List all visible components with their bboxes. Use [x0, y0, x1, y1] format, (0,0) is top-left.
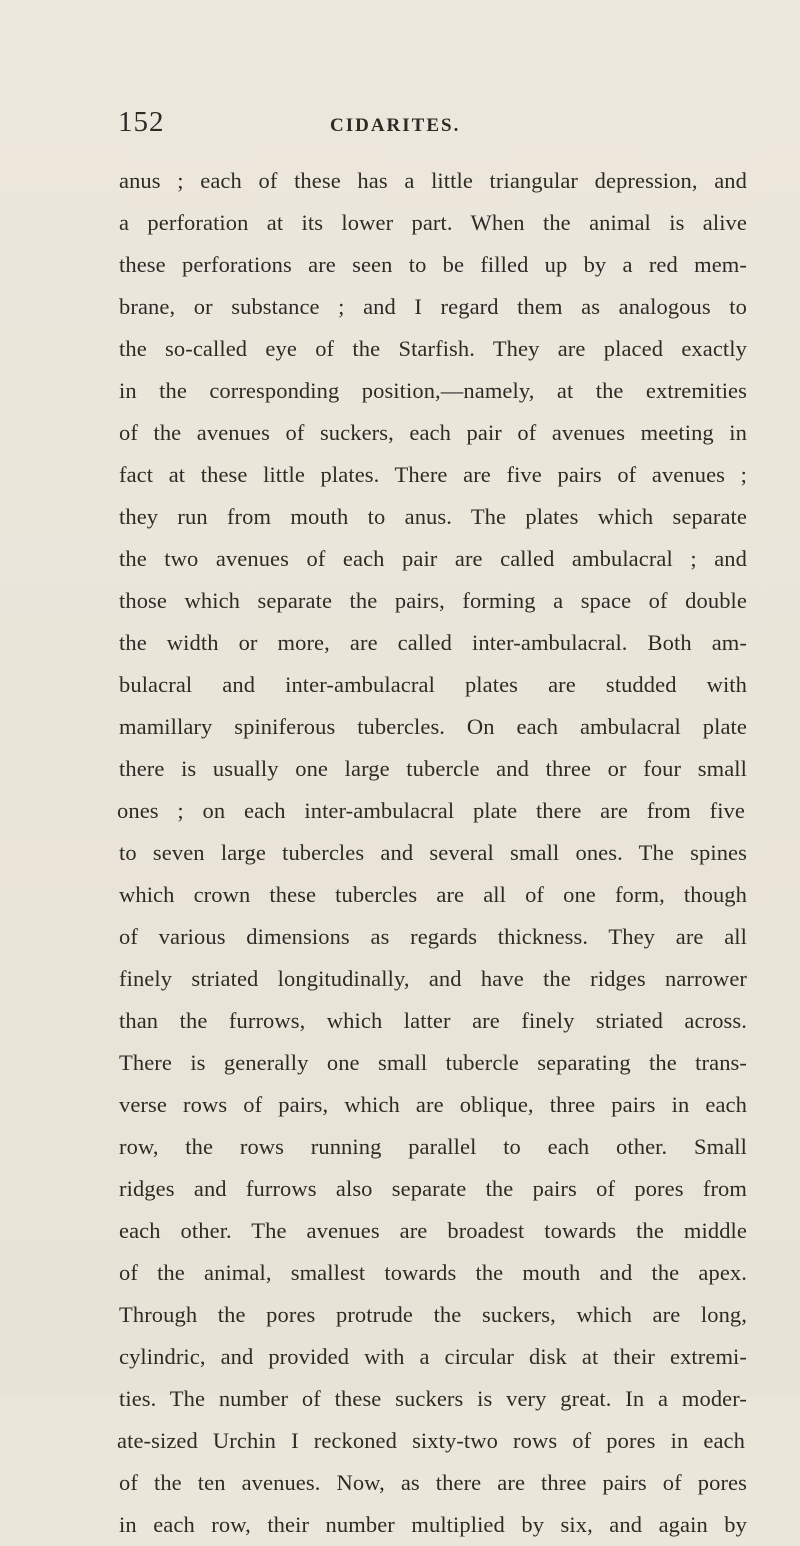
text-line: in each row, their number multiplied by six, and again by [119, 1512, 747, 1537]
page-header [118, 104, 758, 144]
text-line: There is generally one small tubercle separating the trans- [119, 1050, 747, 1075]
text-line: ate-sized Urchin I reckoned sixty-two rows of pores in each [117, 1428, 745, 1453]
text-line: verse rows of pairs, which are oblique, three pairs in each [119, 1092, 747, 1117]
text-line: the so-called eye of the Starfish. They are placed exactly [119, 336, 747, 361]
text-line: which crown these tubercles are all of one form, though [119, 882, 747, 907]
text-line: of various dimensions as regards thickness. They are all [119, 924, 747, 949]
text-line: ties. The number of these suckers is very great. In a moder- [119, 1386, 747, 1411]
text-line: brane, or substance ; and I regard them as analogous to [119, 294, 747, 319]
text-line: Through the pores protrude the suckers, which are long, [119, 1302, 747, 1327]
text-line: the two avenues of each pair are called ambulacral ; and [119, 546, 747, 571]
running-head: CIDARITES. [330, 115, 461, 136]
text-line: finely striated longitudinally, and have the ridges narrower [119, 966, 747, 991]
text-line: of the avenues of suckers, each pair of avenues meeting in [119, 420, 747, 445]
text-line: they run from mouth to anus. The plates which separate [119, 504, 747, 529]
text-line: the width or more, are called inter-ambulacral. Both am- [119, 630, 747, 655]
text-line: there is usually one large tubercle and three or four small [119, 756, 747, 781]
text-line: each other. The avenues are broadest towards the middle [119, 1218, 747, 1243]
text-line: of the animal, smallest towards the mouth and the apex. [119, 1260, 747, 1285]
text-line: bulacral and inter-ambulacral plates are studded with [119, 672, 747, 697]
page-number: 152 [118, 106, 165, 138]
text-line: cylindric, and provided with a circular disk at their extremi- [119, 1344, 747, 1369]
body-text [119, 160, 747, 1546]
text-line: ones ; on each inter-ambulacral plate there are from five [117, 798, 745, 823]
text-line: mamillary spiniferous tubercles. On each ambulacral plate [119, 714, 747, 739]
text-line: than the furrows, which latter are finely striated across. [119, 1008, 747, 1033]
text-line: these perforations are seen to be filled up by a red mem- [119, 252, 747, 277]
text-line: row, the rows running parallel to each other. Small [119, 1134, 747, 1159]
text-line: those which separate the pairs, forming a space of double [119, 588, 747, 613]
text-line: to seven large tubercles and several small ones. The spines [119, 840, 747, 865]
text-line: fact at these little plates. There are five pairs of avenues ; [119, 462, 747, 487]
text-line: a perforation at its lower part. When the animal is alive [119, 210, 747, 235]
text-line: in the corresponding position,—namely, at the extremities [119, 378, 747, 403]
text-line: of the ten avenues. Now, as there are three pairs of pores [119, 1470, 747, 1495]
text-line: anus ; each of these has a little triangular depression, and [119, 168, 747, 193]
text-line: ridges and furrows also separate the pairs of pores from [119, 1176, 747, 1201]
